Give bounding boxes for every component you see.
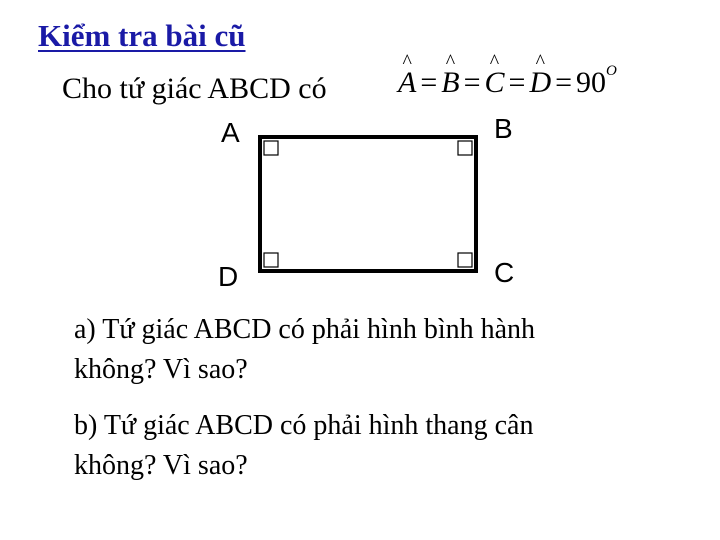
vertex-label-d: D bbox=[218, 261, 239, 292]
angle-a: ^ A bbox=[398, 66, 416, 100]
question-a-line-2: không? Vì sao? bbox=[74, 354, 248, 385]
question-b-line-1: b) Tứ giác ABCD có phải hình thang cân bbox=[74, 410, 534, 441]
problem-intro: Cho tứ giác ABCD có bbox=[62, 72, 327, 105]
equals-sign-1: = bbox=[420, 66, 438, 99]
question-a-line-1: a) Tứ giác ABCD có phải hình bình hành bbox=[74, 314, 536, 345]
angle-d: ^ D bbox=[529, 66, 551, 100]
angle-value: 90 bbox=[576, 66, 607, 99]
angle-c: ^ C bbox=[485, 66, 505, 100]
degree-mark: O bbox=[606, 63, 617, 79]
right-angle-mark-d bbox=[264, 253, 278, 267]
equals-sign-2: = bbox=[463, 66, 481, 99]
right-angle-mark-b bbox=[458, 141, 472, 155]
question-b bbox=[74, 406, 694, 486]
right-angle-mark-c bbox=[458, 253, 472, 267]
question-b-line-2: không? Vì sao? bbox=[74, 450, 248, 481]
right-angle-mark-a bbox=[264, 141, 278, 155]
rectangle-abcd bbox=[260, 137, 476, 271]
page-title: Kiểm tra bài cũ bbox=[38, 18, 246, 53]
vertex-label-c: C bbox=[494, 257, 515, 288]
vertex-label-a: A bbox=[221, 117, 240, 148]
question-a bbox=[74, 310, 694, 390]
equals-sign-3: = bbox=[508, 66, 526, 99]
equals-sign-4: = bbox=[555, 66, 573, 99]
vertex-label-b: B bbox=[494, 113, 513, 144]
angle-b: ^ B bbox=[441, 66, 459, 100]
